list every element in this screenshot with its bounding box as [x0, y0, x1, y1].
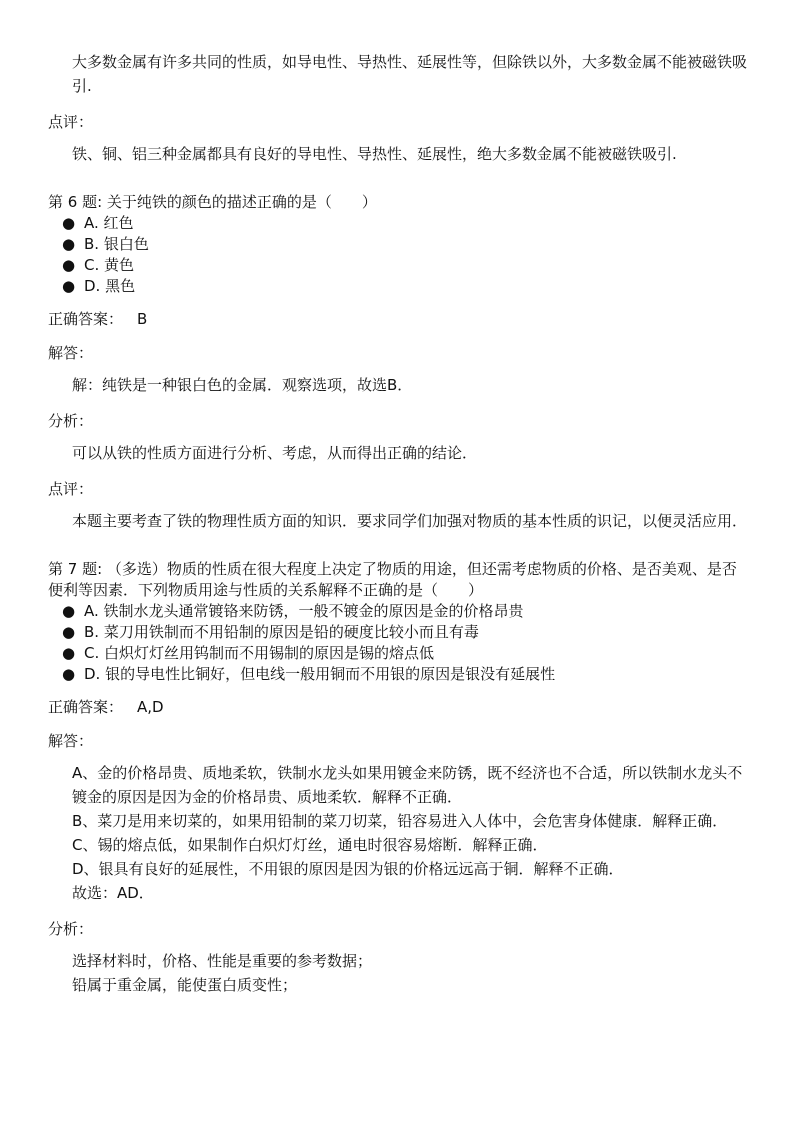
document-page	[48, 50, 748, 997]
solution-line: C、锡的熔点低，如果制作白炽灯灯丝，通电时很容易熔断．解释正确．	[72, 836, 548, 854]
answer-value: A,D	[137, 698, 164, 716]
bullet-icon: ●	[62, 644, 76, 662]
answer-row	[48, 309, 748, 329]
option-c: ● C. 白炽灯灯丝用钨制而不用锡制的原因是锡的熔点低	[62, 644, 435, 662]
solution-line: B、菜刀是用来切菜的，如果用铅制的菜刀切菜，铅容易进入人体中，会危害身体健康．解释正确．	[72, 812, 728, 830]
analysis-line: 选择材料时，价格、性能是重要的参考数据；	[72, 952, 373, 970]
option-a: ● A. 红色	[62, 214, 134, 232]
intro-paragraph: 大多数金属有许多共同的性质，如导电性、导热性、延展性等，但除铁以外，大多数金属不能被磁铁吸引.	[72, 53, 748, 95]
solution-line: D、银具有良好的延展性，不用银的原因是因为银的价格远远高于铜．解释不正确．	[72, 860, 624, 878]
solution-label: 解答：	[48, 732, 94, 750]
question-7	[48, 559, 748, 997]
solution-paragraph: 解：纯铁是一种银白色的金属．观察选项，故选B．	[72, 376, 413, 394]
question-6-options	[48, 213, 748, 297]
bullet-icon: ●	[62, 602, 76, 620]
option-a: ● A. 铁制水龙头通常镀铬来防锈，一般不镀金的原因是金的价格昂贵	[62, 602, 524, 620]
comment-paragraph: 本题主要考查了铁的物理性质方面的知识．要求同学们加强对物质的基本性质的识记，以便灵活应用．	[72, 512, 748, 530]
solution-block	[48, 761, 748, 905]
bullet-icon: ●	[62, 623, 76, 641]
option-c: ● C. 黄色	[62, 256, 135, 274]
bullet-icon: ●	[62, 277, 76, 295]
analysis-paragraph: 可以从铁的性质方面进行分析、考虑，从而得出正确的结论．	[72, 444, 478, 462]
question-7-options	[48, 601, 748, 685]
analysis-label: 分析：	[48, 412, 94, 430]
option-d: ● D. 银的导电性比铜好，但电线一般用铜而不用银的原因是银没有延展性	[62, 665, 556, 683]
question-6	[48, 192, 748, 533]
bullet-icon: ●	[62, 256, 76, 274]
analysis-label: 分析：	[48, 920, 94, 938]
option-b: ● B. 菜刀用铁制而不用铅制的原因是铅的硬度比较小而且有毒	[62, 623, 479, 641]
answer-row	[48, 697, 748, 717]
answer-label: 正确答案：	[48, 310, 124, 328]
bullet-icon: ●	[62, 214, 76, 232]
option-d: ● D. 黑色	[62, 277, 136, 295]
bullet-icon: ●	[62, 235, 76, 253]
solution-line: A、金的价格昂贵、质地柔软，铁制水龙头如果用镀金来防锈，既不经济也不合适，所以铁制水龙头不镀金的原因是因为金的价格昂贵、质地柔软．解释不正确．	[72, 764, 743, 806]
analysis-block	[48, 949, 748, 997]
comment-label: 点评：	[48, 480, 94, 498]
comment-paragraph: 铁、铜、铝三种金属都具有良好的导电性、导热性、延展性，绝大多数金属不能被磁铁吸引.	[72, 145, 677, 163]
question-6-text: 第 6 题: 关于纯铁的颜色的描述正确的是（ ）	[48, 193, 377, 211]
solution-label: 解答：	[48, 344, 94, 362]
question-7-text: 第 7 题: （多选）物质的性质在很大程度上决定了物质的用途，但还需考虑物质的价格、是否美观、是否便利等因素．下列物质用途与性质的关系解释不正确的是（ ）	[48, 560, 737, 599]
answer-label: 正确答案：	[48, 698, 124, 716]
analysis-line: 铅属于重金属，能使蛋白质变性；	[72, 976, 298, 994]
answer-value: B	[137, 310, 148, 328]
solution-line: 故选：AD．	[72, 884, 154, 902]
option-b: ● B. 银白色	[62, 235, 149, 253]
bullet-icon: ●	[62, 665, 76, 683]
comment-label: 点评：	[48, 113, 94, 131]
